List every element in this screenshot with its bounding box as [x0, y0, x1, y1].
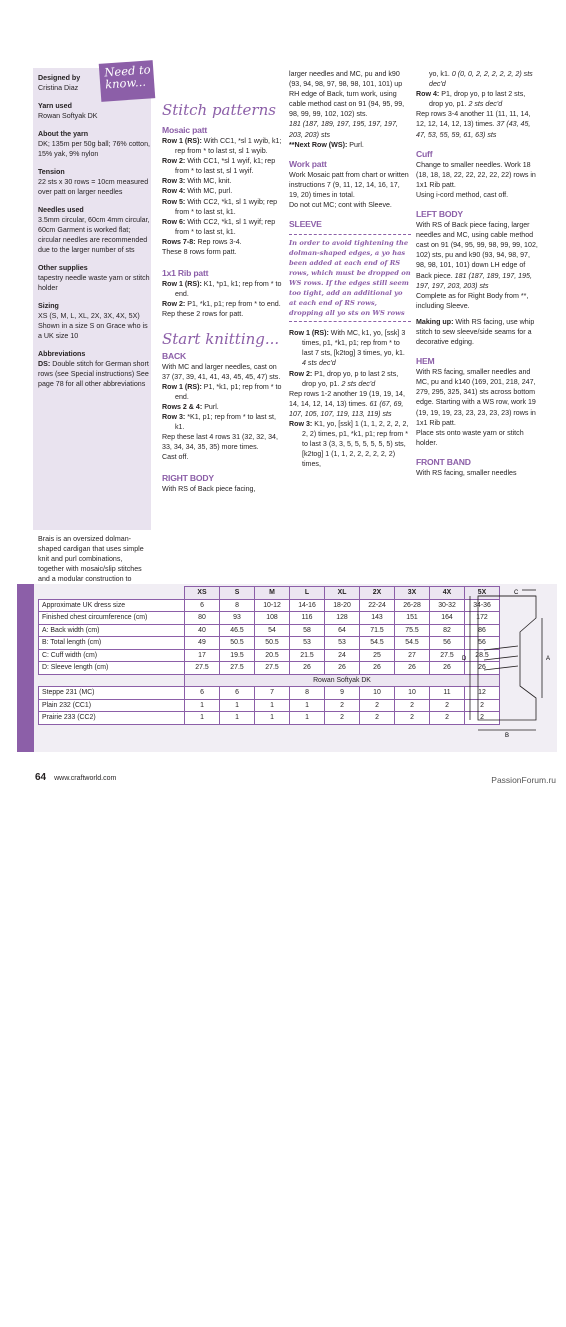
row-label: A: Back width (cm)	[39, 624, 185, 637]
row-label: B: Total length (cm)	[39, 637, 185, 650]
size-header-xs: XS	[185, 587, 220, 600]
table-cell: 6	[185, 687, 220, 700]
other-supplies-label: Other supplies	[38, 264, 88, 272]
table-cell: 128	[325, 612, 360, 625]
table-cell: 93	[220, 612, 255, 625]
repeat-text: Rep rows 1-2 another 19 (19, 19, 14, 14, 14, 12, 14, 13) times.	[289, 389, 405, 408]
table-row	[39, 637, 500, 650]
table-cell: 2	[465, 712, 500, 725]
italic-count: 181 (187, 189, 197, 195, 197, 197, 203, 203) sts	[289, 120, 398, 139]
size-header-xl: XL	[325, 587, 360, 600]
making-up	[416, 317, 538, 347]
row-label: Row 2:	[289, 369, 313, 378]
table-cell: 27.5	[430, 649, 465, 662]
table-cell: 2	[430, 712, 465, 725]
table-cell: 10-12	[255, 599, 290, 612]
watermark: PassionForum.ru	[491, 775, 556, 785]
table-row	[39, 599, 500, 612]
table-cell: 80	[185, 612, 220, 625]
back-cast-on: With MC and larger needles, cast on 37 (37, 39, 41, 41, 43, 45, 45, 47) sts.	[162, 362, 281, 381]
table-cell: 2	[430, 699, 465, 712]
table-cell: 172	[465, 612, 500, 625]
table-cell: 8	[220, 599, 255, 612]
cuff-text: Change to smaller needles. Work 18 (18, 18, 18, 22, 22, 22, 22, 22) rows in 1x1 Rib patt.	[416, 160, 536, 189]
sleeve-repeat-2	[416, 109, 538, 139]
right-body-text: With RS of Back piece facing,	[162, 485, 256, 494]
yarn-header: Rowan Softyak DK	[185, 674, 500, 687]
table-cell: 50.5	[255, 637, 290, 650]
sleeve-note: In order to avoid tightening the dolman-shaped edges, a yo has been added at each end of RS rows, which must be dropped on WS rows. If the edges still seem too tight, add an additional yo at each end of RS rows, dropping all yo sts on WS rows	[289, 234, 411, 322]
table-cell: 54.5	[395, 637, 430, 650]
row-label: Row 4:	[416, 90, 440, 99]
repeat-text: Rep rows 3-4 another 11 (11, 11, 14, 12, 12, 14, 12, 13) times.	[416, 110, 531, 129]
mosaic-row-3	[162, 176, 282, 186]
row-label: Row 1 (RS):	[162, 137, 202, 145]
column-3	[289, 69, 411, 469]
yarn-header-row	[39, 674, 500, 687]
yarn-label: Yarn used	[38, 102, 72, 110]
table-cell: 7	[255, 687, 290, 700]
row-label: Row 6:	[162, 217, 186, 226]
table-cell: 8	[290, 687, 325, 700]
row-text: P1, *k1, p1; rep from * to end.	[175, 382, 282, 401]
size-header-5x: 5X	[465, 587, 500, 600]
table-cell: 2	[395, 699, 430, 712]
text: With RS of Back piece facing, larger needles and MC, using cable method cast on 91 (94, 95, 99, 98, 99, 99, 102, 102) sts, pu and k90 (93, 94, 98, 97, 98, 98, 101, 101) down LH edge of Back piece.	[416, 221, 538, 280]
yarn-value: Rowan Softyak DK	[38, 112, 98, 120]
sleeve-row-3	[289, 419, 411, 469]
table-cell: 54.5	[360, 637, 395, 650]
mosaic-row-2	[162, 156, 282, 176]
right-body-heading: RIGHT BODY	[162, 473, 214, 484]
schematic-fold	[484, 646, 518, 650]
size-header-m: M	[255, 587, 290, 600]
row-label: **Next Row (WS):	[289, 140, 348, 149]
table-cell: 26	[360, 662, 395, 675]
next-row	[289, 140, 411, 150]
row-label: Rows 7-8:	[162, 237, 196, 246]
intro-paragraph: Brais is an oversized dolman-shaped cardigan that uses simple knit and purl combinations, together with mosaic/slip stitches and a modular construction to	[38, 535, 144, 584]
text: yo, k1.	[429, 70, 450, 78]
row-label: Plain 232 (CC1)	[39, 699, 185, 712]
table-row	[39, 699, 500, 712]
table-cell: 24	[325, 649, 360, 662]
rib-heading: 1x1 Rib patt	[162, 268, 209, 279]
table-cell: 18-20	[325, 599, 360, 612]
find-your-size-label: Find your size	[36, 1218, 48, 1286]
label-b: B	[505, 733, 510, 738]
table-cell: 6	[185, 599, 220, 612]
stitch-patterns-heading: Stitch patterns	[162, 101, 276, 119]
table-cell: 56	[465, 637, 500, 650]
sleeve-row-1-dec	[289, 358, 411, 368]
table-cell: 1	[255, 712, 290, 725]
table-cell: 12	[465, 687, 500, 700]
table-cell: 2	[325, 712, 360, 725]
table-cell: 21.5	[290, 649, 325, 662]
back-rows-2-4	[162, 402, 282, 412]
back-repeat: Rep these last 4 rows 31 (32, 32, 34, 33, 34, 34, 35, 35) more times.	[162, 433, 278, 452]
row-label: Rows 2 & 4:	[162, 402, 203, 411]
row-label: Row 1 (RS):	[289, 329, 329, 338]
schematic-fold	[484, 666, 518, 670]
row-text: K1, *p1, k1; rep from * to end.	[175, 280, 282, 299]
table-cell: 26-28	[395, 599, 430, 612]
table-cell: 164	[430, 612, 465, 625]
table-cell: 1	[290, 712, 325, 725]
tension-label: Tension	[38, 168, 65, 176]
italic-count: 61 (67, 69, 107, 105, 107, 119, 113, 119) sts	[289, 399, 404, 418]
table-cell: 82	[430, 624, 465, 637]
designed-value: Cristina Diaz	[38, 84, 79, 92]
sleeve-row-4	[416, 89, 538, 109]
sleeve-row-1	[289, 328, 411, 358]
schematic-outline	[478, 596, 536, 720]
table-cell: 27.5	[185, 662, 220, 675]
right-body-sts	[289, 119, 411, 139]
table-row	[39, 662, 500, 675]
row-label: Row 4:	[162, 187, 186, 196]
table-cell: 2	[465, 699, 500, 712]
table-cell: 1	[185, 712, 220, 725]
left-body-heading: LEFT BODY	[416, 209, 463, 220]
table-cell: 27.5	[255, 662, 290, 675]
table-cell: 26	[395, 662, 430, 675]
table-cell: 22-24	[360, 599, 395, 612]
table-cell: 151	[395, 612, 430, 625]
about-value: DK; 135m per 50g ball; 76% cotton, 15% yak, 9% nylon	[38, 140, 150, 158]
tension-value: 22 sts x 30 rows = 10cm measured over patt on larger needles	[38, 178, 149, 196]
row-text: With MC, k1, yo, [ssk] 3 times, p1, *k1, p1; rep from * to last 7 sts, [k2tog] 3 times, yo, k1.	[302, 329, 406, 358]
table-cell: 54	[255, 624, 290, 637]
need-to-know-content	[38, 73, 150, 389]
table-cell: 46.5	[220, 624, 255, 637]
rib-note: Rep these 2 rows for patt.	[162, 310, 244, 319]
table-cell: 17	[185, 649, 220, 662]
size-header-3x: 3X	[395, 587, 430, 600]
other-supplies-value: tapestry needle waste yarn or stitch holder	[38, 274, 150, 292]
table-cell: 2	[395, 712, 430, 725]
column-4	[416, 69, 538, 478]
work-patt-heading: Work patt	[289, 158, 327, 169]
rib-row-1	[162, 279, 282, 299]
row-text: Rep rows 3-4.	[195, 237, 242, 246]
back-row-3	[162, 412, 282, 432]
table-cell: 64	[325, 624, 360, 637]
size-header-4x: 4X	[430, 587, 465, 600]
table-cell: 19.5	[220, 649, 255, 662]
table-cell: 20.5	[255, 649, 290, 662]
table-cell: 26	[325, 662, 360, 675]
table-cell: 1	[220, 712, 255, 725]
mosaic-row-1	[162, 136, 282, 156]
size-table	[38, 586, 500, 725]
mosaic-note: These 8 rows form patt.	[162, 248, 237, 257]
row-text: P1, *k1, p1; rep from * to end.	[185, 300, 281, 309]
size-header-2x: 2X	[360, 587, 395, 600]
table-cell: 28.5	[465, 649, 500, 662]
sleeve-row-2	[289, 369, 411, 389]
back-cast-off: Cast off.	[162, 453, 189, 462]
table-cell: 27	[395, 649, 430, 662]
page-footer	[35, 772, 116, 783]
row-label: Prairie 233 (CC2)	[39, 712, 185, 725]
row-label: Row 1 (RS):	[162, 382, 202, 391]
table-cell: 1	[220, 699, 255, 712]
needles-label: Needles used	[38, 206, 84, 214]
rib-row-2	[162, 299, 282, 309]
row-label: Approximate UK dress size	[39, 599, 185, 612]
italic-count: 2 sts dec'd	[468, 100, 503, 109]
label-c: C	[514, 590, 519, 596]
cuff-cast-off: Using i-cord method, cast off.	[416, 190, 509, 199]
right-body-cont: larger needles and MC, pu and k90 (93, 94, 98, 97, 98, 98, 101, 101) up RH edge of Back, turn work, using cable method cast on 91 (94, 95, 99, 98, 99, 99, 102, 102) sts.	[289, 70, 405, 119]
table-cell: 27.5	[220, 662, 255, 675]
table-cell: 1	[185, 699, 220, 712]
need-to-know-badge: Need to know...	[99, 60, 156, 102]
schematic-fold	[484, 656, 518, 660]
work-patt-cont: Do not cut MC; cont with Sleeve.	[289, 201, 392, 210]
table-cell: 1	[255, 699, 290, 712]
cuff-heading: Cuff	[416, 148, 433, 159]
row-label: Row 1 (RS):	[162, 280, 202, 289]
table-cell: 14-16	[290, 599, 325, 612]
label-a: A	[546, 656, 550, 662]
abbreviations-label: Abbreviations	[38, 350, 86, 358]
table-cell: 26	[290, 662, 325, 675]
row-text: With MC, knit.	[185, 177, 232, 186]
row-text: Purl.	[347, 140, 364, 149]
row-label: D: Sleeve length (cm)	[39, 662, 185, 675]
sizing-label: Sizing	[38, 302, 59, 310]
table-cell: 6	[220, 687, 255, 700]
italic-count: 181 (187, 189, 197, 195, 197, 197, 203, 203) sts	[416, 271, 532, 290]
table-cell: 75.5	[395, 624, 430, 637]
back-heading: BACK	[162, 350, 187, 361]
table-cell: 2	[360, 699, 395, 712]
table-cell: 2	[360, 712, 395, 725]
left-body-complete: Complete as for Right Body from **, including Sleeve.	[416, 291, 529, 310]
table-row	[39, 649, 500, 662]
sizing-value: XS (S, M, L, XL, 2X, 3X, 4X, 5X) Shown in a size S on Grace who is a UK size 10	[38, 312, 148, 340]
table-row	[39, 687, 500, 700]
row-text: With CC1, *sl 1 wyib, k1; rep from * to last st, sl 1 wyib.	[175, 137, 282, 156]
row-text: P1, drop yo, p to last 2 sts, drop yo, p1.	[302, 369, 399, 388]
table-cell: 9	[325, 687, 360, 700]
table-row	[39, 612, 500, 625]
table-cell: 26	[465, 662, 500, 675]
footer-url[interactable]: www.craftworld.com	[54, 775, 117, 782]
hem-place: Place sts onto waste yarn or stitch holder.	[416, 428, 524, 447]
table-cell: 56	[430, 637, 465, 650]
table-cell: 1	[290, 699, 325, 712]
row-label: Row 5:	[162, 197, 186, 206]
work-patt-text: Work Mosaic patt from chart or written instructions 7 (9, 11, 12, 14, 16, 17, 19, 20) times in total.	[289, 170, 409, 199]
row-label: Steppe 231 (MC)	[39, 687, 185, 700]
italic-count: 4 sts dec'd	[302, 359, 336, 368]
making-up-text: With RS facing, use whip stitch to sew sleeve/side seams for a decorative edging.	[416, 317, 535, 347]
size-header-l: L	[290, 587, 325, 600]
table-cell: 25	[360, 649, 395, 662]
row-text: *K1, p1; rep from * to last st, k1.	[175, 412, 276, 432]
making-up-label: Making up:	[416, 317, 454, 326]
row-text: Purl.	[202, 402, 219, 411]
row-text: K1, yo, [ssk] 1 (1, 1, 2, 2, 2, 2, 2, 2) times, p1, *k1, p1; rep from * to last 3 (3, 3, 5, 5, 5, 5, 5, 5) sts, [k2tog] 1 (1, 1, 2, 2, 2, 2, 2, 2) times,	[302, 419, 409, 469]
table-cell: 71.5	[360, 624, 395, 637]
mosaic-heading: Mosaic patt	[162, 125, 208, 135]
needles-value: 3.5mm circular, 60cm 4mm circular, 60cm Garment is worked flat; circular needles are recommended due to the larger number of sts	[38, 216, 150, 254]
front-band-heading: FRONT BAND	[416, 456, 471, 467]
table-cell: 10	[360, 687, 395, 700]
table-cell: 30-32	[430, 599, 465, 612]
mosaic-row-6	[162, 217, 282, 237]
designed-label: Designed by	[38, 74, 81, 82]
table-cell: 53	[290, 637, 325, 650]
mosaic-row-7-8	[162, 237, 282, 247]
yarn-header-blank	[39, 674, 185, 687]
table-cell: 50.5	[220, 637, 255, 650]
back-row-1	[162, 382, 282, 402]
row-label: Row 3:	[289, 419, 313, 428]
size-header-row	[39, 587, 500, 600]
start-knitting-heading: Start knitting...	[162, 329, 280, 348]
about-label: About the yarn	[38, 130, 89, 138]
page-number: 64	[35, 772, 47, 783]
abbreviations-value	[38, 359, 150, 389]
table-cell: 143	[360, 612, 395, 625]
sleeve-repeat	[289, 389, 411, 419]
row-text: With CC1, *sl 1 wyif, k1; rep from * to last st, sl 1 wyif.	[175, 157, 276, 176]
mosaic-row-4	[162, 186, 282, 196]
table-cell: 11	[430, 687, 465, 700]
italic-count: 37 (43, 45, 47, 53, 55, 59, 61, 63) sts	[416, 120, 531, 139]
front-band-text: With RS facing, smaller needles	[416, 468, 517, 477]
row-label: Row 3:	[162, 412, 186, 421]
table-cell: 40	[185, 624, 220, 637]
hem-heading: HEM	[416, 356, 435, 367]
table-cell: 10	[395, 687, 430, 700]
row-label: Row 2:	[162, 157, 186, 166]
row-label: Finished chest circumference (cm)	[39, 612, 185, 625]
row-label: Row 3:	[162, 177, 186, 186]
italic-count: 0 (0, 0, 2, 2, 2, 2, 2, 2) sts dec'd	[429, 70, 533, 89]
mosaic-row-5	[162, 197, 282, 217]
sleeve-heading: SLEEVE	[289, 219, 322, 230]
table-cell: 49	[185, 637, 220, 650]
row-text: With MC, purl.	[185, 187, 233, 196]
table-cell: 26	[430, 662, 465, 675]
row-text: With CC2, *k1, sl 1 wyif; rep from * to last st, k1.	[175, 217, 276, 236]
table-cell: 86	[465, 624, 500, 637]
table-row	[39, 712, 500, 725]
label-d: D	[462, 656, 467, 662]
abbr-ds-text: Double stitch for German short rows (see Special instructions) See page 78 for all other abbreviations	[38, 360, 149, 388]
table-cell: 58	[290, 624, 325, 637]
left-body-text	[416, 220, 538, 291]
table-cell: 34-36	[465, 599, 500, 612]
table-cell: 108	[255, 612, 290, 625]
table-row	[39, 624, 500, 637]
size-header-s: S	[220, 587, 255, 600]
abbr-ds: DS:	[38, 360, 51, 368]
row-text: P1, drop yo, p to last 2 sts, drop yo, p1.	[429, 90, 526, 109]
table-cell: 116	[290, 612, 325, 625]
table-cell: 2	[325, 699, 360, 712]
row-label: C: Cuff width (cm)	[39, 649, 185, 662]
table-cell: 53	[325, 637, 360, 650]
row-label: Row 2:	[162, 300, 186, 309]
italic-count: 2 sts dec'd	[341, 379, 376, 388]
row-3-cont	[416, 69, 538, 89]
garment-schematic	[460, 588, 550, 738]
row-text: With CC2, *k1, sl 1 wyib; rep from * to last st, k1.	[175, 197, 278, 216]
corner-cell	[39, 587, 185, 600]
hem-text: With RS facing, smaller needles and MC, pu and k140 (169, 201, 218, 247, 279, 295, 325, 341) sts across bottom edge. Starting with a WS row, work 19 (19, 19, 19, 23, 23, 23, 23, 23) rows in 1x1 Rib patt.	[416, 368, 536, 427]
